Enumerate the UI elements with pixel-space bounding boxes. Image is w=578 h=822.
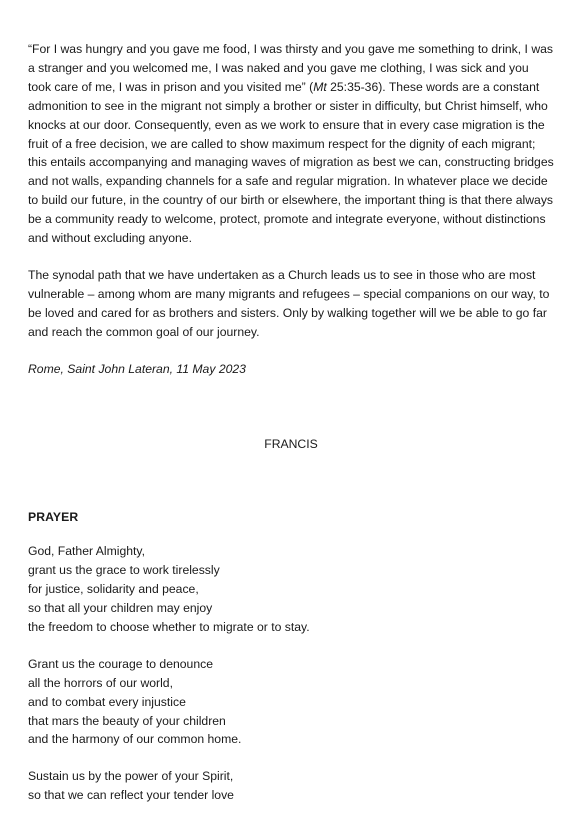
- quote-text: “For I was hungry and you gave me food, I was thirsty and you gave me something to drink, I was a stranger and you welcomed me, I was naked and you gave me clothing, I was sick and you took care of me, I was in prison and you visited me” (: [28, 42, 553, 94]
- prayer-line: Sustain us by the power of your Spirit,: [28, 769, 234, 784]
- prayer-heading: PRAYER: [28, 510, 79, 525]
- prayer-line: so that we can reflect your tender love: [28, 788, 234, 803]
- prayer-line: and to combat every injustice: [28, 694, 186, 709]
- letter-paragraph-1: [28, 40, 554, 248]
- prayer-line: and the harmony of our common home.: [28, 732, 242, 747]
- prayer-line: grant us the grace to work tirelessly: [28, 563, 220, 578]
- prayer-line: God, Father Almighty,: [28, 544, 145, 559]
- scripture-book-ref: Mt: [313, 79, 327, 94]
- signature: FRANCIS: [264, 436, 318, 451]
- prayer-line: for justice, solidarity and peace,: [28, 582, 199, 597]
- prayer-line: all the horrors of our world,: [28, 675, 173, 690]
- prayer-stanza-2: [28, 655, 554, 750]
- prayer-stanza-3: [28, 767, 554, 805]
- document-page: [28, 40, 554, 805]
- prayer-line: that mars the beauty of your children: [28, 713, 226, 728]
- prayer-stanza-1: [28, 542, 554, 637]
- letter-paragraph-2: The synodal path that we have undertaken as a Church leads us to see in those who are most vulnerable – among whom are many migrants and refugees – special companions on our way, to be loved and cared for as brothers and sisters. Only by walking together will we be able to go far and reach the common goal of our journey.: [28, 267, 550, 339]
- prayer-line: so that all your children may enjoy: [28, 601, 213, 616]
- prayer-line: Grant us the courage to denounce: [28, 656, 213, 671]
- date-line: Rome, Saint John Lateran, 11 May 2023: [28, 361, 246, 376]
- paragraph-body: These words are a constant admonition to see in the migrant not simply a brother or sister in difficulty, but Christ himself, who knocks at our door. Consequently, even as we work to ensure that in every case migration is the fruit of a free decision, we are called to show maximum respect for the dignity of each migrant; this entails accompanying and managing waves of migration as best we can, constructing bridges and not walls, expanding channels for a safe and regular migration. In whatever place we decide to build our future, in the country of our birth or elsewhere, the important thing is that there always be a community ready to welcome, protect, promote and integrate everyone, without distinctions and without excluding anyone.: [28, 79, 554, 246]
- scripture-verses-ref: 25:35-36).: [326, 79, 389, 94]
- prayer-line: the freedom to choose whether to migrate or to stay.: [28, 619, 310, 634]
